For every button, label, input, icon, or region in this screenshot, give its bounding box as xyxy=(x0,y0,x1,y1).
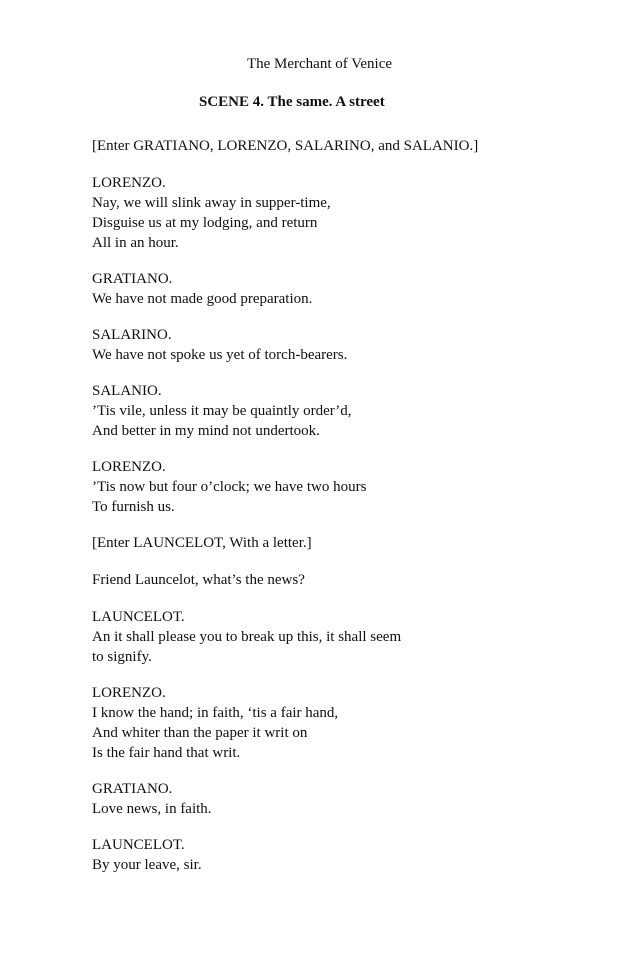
running-title-text: The Merchant of Venice xyxy=(246,56,393,72)
stage-direction xyxy=(92,533,562,553)
speech-block xyxy=(92,269,562,309)
speech-line: To furnish us. xyxy=(92,499,175,515)
speech-line: We have not made good preparation. xyxy=(92,291,313,307)
speaker-name: LORENZO. xyxy=(92,175,166,191)
speech-block xyxy=(92,607,562,667)
speaker-name: LAUNCELOT. xyxy=(92,837,185,853)
speech-line: ’Tis now but four o’clock; we have two hours xyxy=(92,479,367,495)
stage-direction-line: [Enter GRATIANO, LORENZO, SALARINO, and SALANIO.] xyxy=(92,138,479,154)
speech-block xyxy=(92,457,562,517)
stage-direction-line: [Enter LAUNCELOT, With a letter.] xyxy=(92,535,312,551)
speech-line: to signify. xyxy=(92,649,152,665)
speaker-name: LORENZO. xyxy=(92,685,166,701)
speech-line: We have not spoke us yet of torch-bearers. xyxy=(92,347,348,363)
speaker-name: GRATIANO. xyxy=(92,271,173,287)
speaker-name: SALANIO. xyxy=(92,383,162,399)
scene-heading: SCENE 4. The same. A street xyxy=(199,94,385,110)
speech-line: Disguise us at my lodging, and return xyxy=(92,215,318,231)
speech-line: ’Tis vile, unless it may be quaintly order’d, xyxy=(92,403,352,419)
speech-line: Love news, in faith. xyxy=(92,801,212,817)
speech-block xyxy=(92,779,562,819)
speech-block xyxy=(92,683,562,763)
speaker-name: SALARINO. xyxy=(92,327,172,343)
speech-line: Is the fair hand that writ. xyxy=(92,745,241,761)
speech-block xyxy=(92,381,562,441)
speech-line: I know the hand; in faith, ‘tis a fair hand, xyxy=(92,705,339,721)
speech-line: And better in my mind not undertook. xyxy=(92,423,320,439)
speech-line: And whiter than the paper it writ on xyxy=(92,725,308,741)
speech-line: An it shall please you to break up this, it shall seem xyxy=(92,629,402,645)
speech-block xyxy=(92,173,562,253)
speech-line: All in an hour. xyxy=(92,235,179,251)
speech-line: Nay, we will slink away in supper-time, xyxy=(92,195,331,211)
running-title xyxy=(0,54,638,74)
speaker-name: LAUNCELOT. xyxy=(92,609,185,625)
stage-direction xyxy=(92,136,562,156)
speech-block xyxy=(92,835,562,875)
stage-direction xyxy=(92,570,562,590)
play-text xyxy=(92,136,562,891)
speech-line: By your leave, sir. xyxy=(92,857,202,873)
stage-direction-line: Friend Launcelot, what’s the news? xyxy=(92,572,305,588)
speaker-name: GRATIANO. xyxy=(92,781,173,797)
speaker-name: LORENZO. xyxy=(92,459,166,475)
speech-block xyxy=(92,325,562,365)
